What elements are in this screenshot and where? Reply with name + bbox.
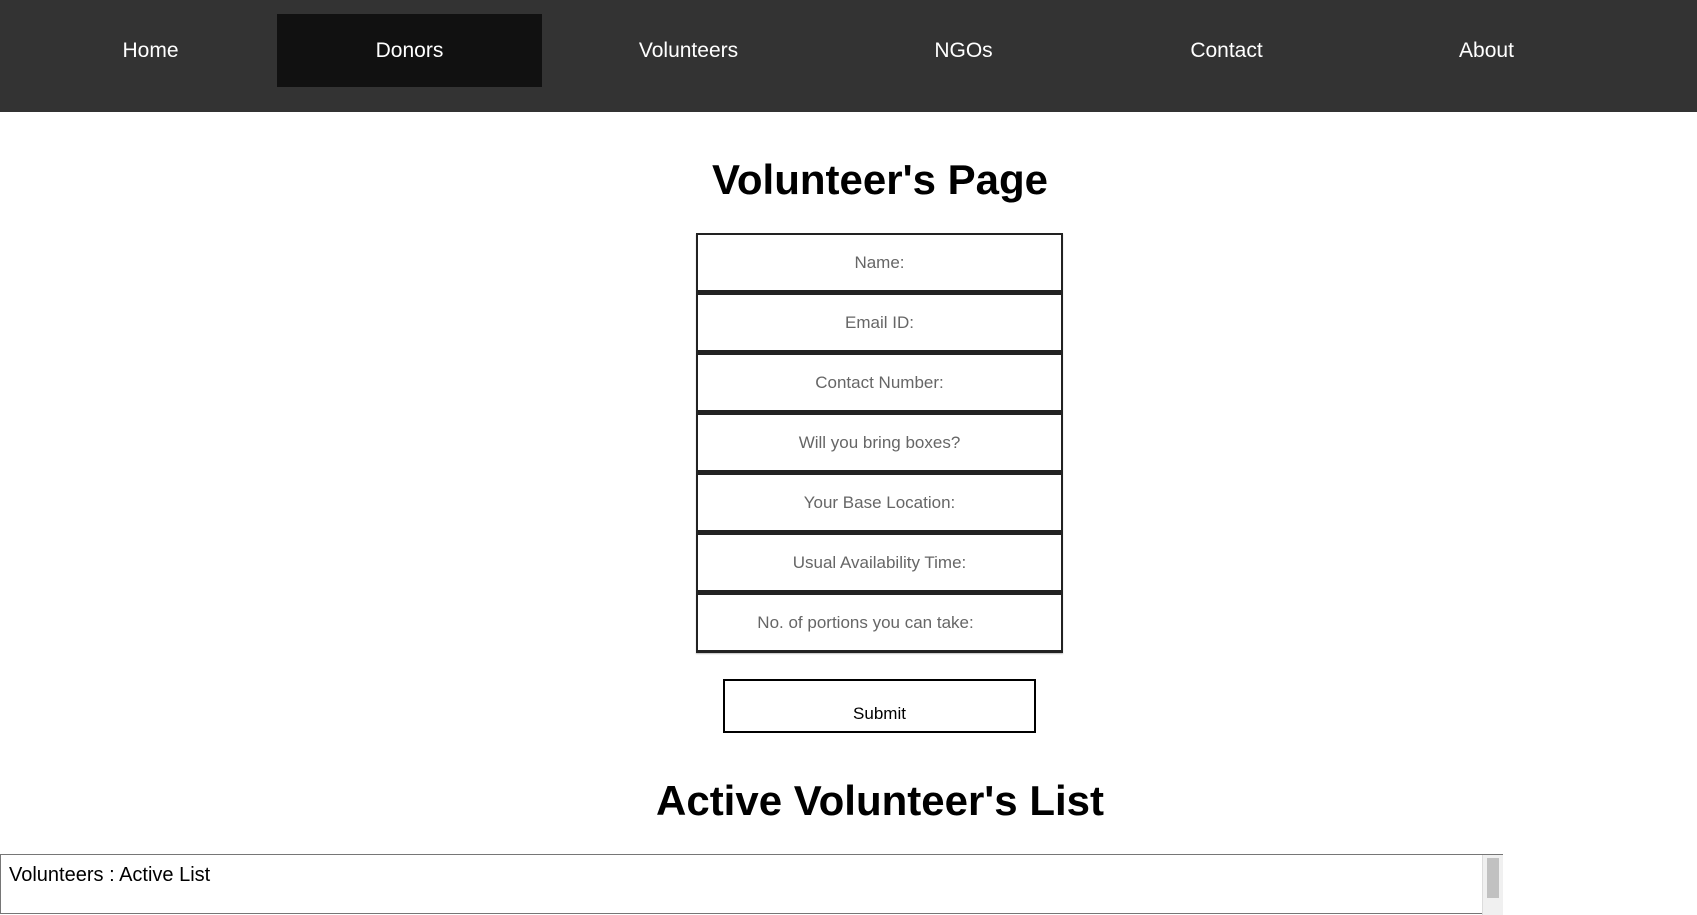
nav-item-ngos[interactable]: NGOs: [934, 38, 993, 62]
name-field[interactable]: Name:: [696, 233, 1063, 293]
list-scrollbar[interactable]: [1482, 855, 1503, 915]
volunteer-form: [696, 233, 1063, 653]
portions-field[interactable]: No. of portions you can take:: [696, 593, 1063, 653]
top-navbar: [0, 0, 1697, 112]
page-title: Volunteer's Page: [712, 156, 1048, 203]
contact-number-field[interactable]: Contact Number:: [696, 353, 1063, 413]
availability-time-field[interactable]: Usual Availability Time:: [696, 533, 1063, 593]
nav-item-contact[interactable]: Contact: [1190, 38, 1263, 62]
email-field[interactable]: Email ID:: [696, 293, 1063, 353]
base-location-field[interactable]: Your Base Location:: [696, 473, 1063, 533]
active-list-title: Active Volunteer's List: [656, 777, 1104, 824]
nav-item-volunteers[interactable]: Volunteers: [638, 38, 739, 62]
scrollbar-thumb[interactable]: [1487, 858, 1499, 898]
nav-item-about[interactable]: About: [1459, 38, 1514, 62]
nav-item-home[interactable]: Home: [122, 38, 179, 62]
bring-boxes-field[interactable]: Will you bring boxes?: [696, 413, 1063, 473]
submit-button[interactable]: Submit: [723, 679, 1036, 733]
active-volunteer-list[interactable]: [0, 854, 1503, 914]
nav-item-donors[interactable]: Donors: [277, 14, 542, 87]
list-box-text: Volunteers : Active List: [9, 864, 211, 886]
